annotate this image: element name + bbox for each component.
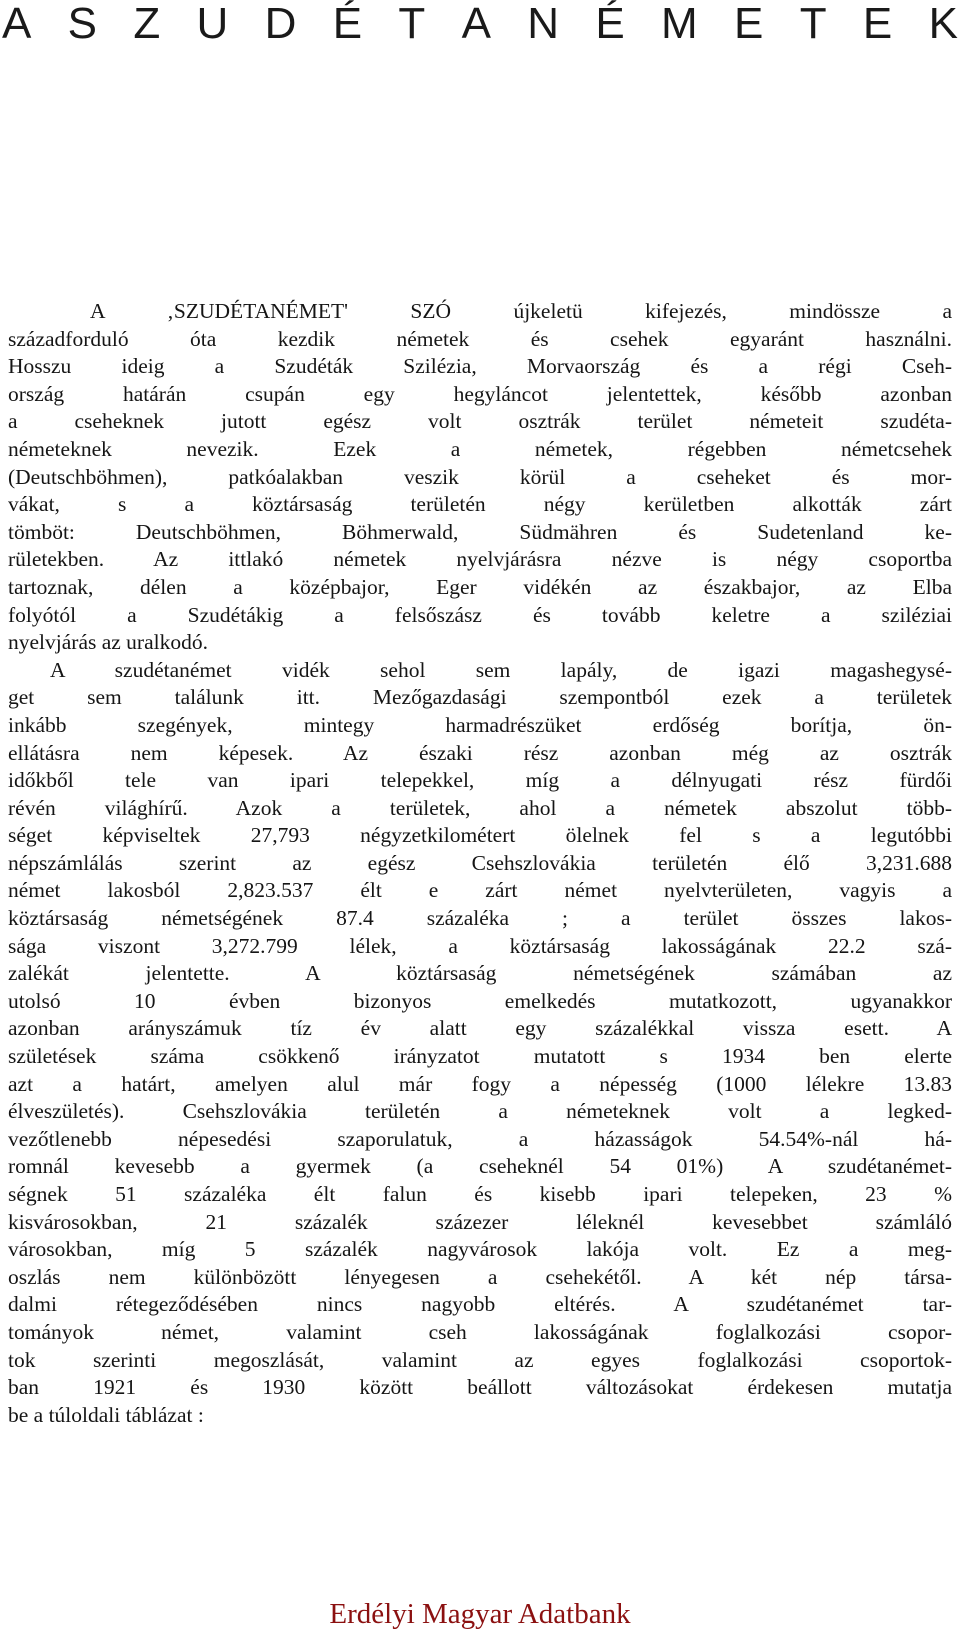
text-line: azt a határt, amelyen alul már fogy a népesség (1000 lélekre 13.83 (8, 1071, 952, 1096)
article-body (8, 298, 952, 1429)
header-letter: A (461, 0, 491, 48)
text-line: oszlás nem különbözött lényegesen a csehekétől. A két nép társa- (8, 1264, 952, 1289)
text-line: A szudétanémet vidék sehol sem lapály, de igazi magashegysé- (50, 657, 952, 682)
text-line: tömböt: Deutschböhmen, Böhmerwald, Südmähren és Sudetenland ke- (8, 519, 952, 544)
text-line: vákat, s a köztársaság területén négy kerületben alkották zárt (8, 492, 952, 517)
text-line: születések száma csökkenő irányzatot mutatott s 1934 ben elerte (8, 1044, 952, 1069)
text-line: tományok német, valamint cseh lakosságának foglalkozási csopor- (8, 1319, 952, 1344)
text-line: ellátásra nem képesek. Az északi rész azonban még az osztrák (8, 740, 952, 765)
text-line: nyelvjárás az uralkodó. (8, 630, 208, 655)
text-line: azonban arányszámuk tíz év alatt egy százalékkal vissza esett. A (8, 1016, 952, 1041)
text-line: inkább szegények, mintegy harmadrészüket erdőség borítja, ön- (8, 712, 952, 737)
text-line: utolsó 10 évben bizonyos emelkedés mutatkozott, ugyanakkor (8, 988, 952, 1013)
header-letter: T (799, 0, 827, 48)
text-line: folyótól a Szudétákig a felsőszász és tovább keletre a sziléziai (8, 602, 952, 627)
text-line: séget képviseltek 27,793 négyzetkilométert ölelnek fel s a legutóbbi (8, 823, 952, 848)
header-letter: E (734, 0, 764, 48)
header-letter: É (332, 0, 363, 48)
text-line: ban 1921 és 1930 között beállott változásokat érdekesen mutatja (8, 1375, 952, 1400)
text-line: rületekben. Az ittlakó németek nyelvjárásra nézve is négy csoportba (8, 547, 952, 572)
text-line: századforduló óta kezdik németek és csehek egyaránt használni. (8, 326, 952, 351)
text-line: Hosszu ideig a Szudéták Szilézia, Morvaország és a régi Cseh- (8, 354, 952, 379)
text-line: révén világhírű. Azok a területek, ahol a németek abszolut több- (8, 795, 952, 820)
header-letter: U (196, 0, 229, 48)
text-line: időkből tele van ipari telepekkel, míg a délnyugati rész fürdői (8, 768, 952, 793)
text-line: get sem találunk itt. Mezőgazdasági szempontból ezek a területek (8, 685, 952, 710)
text-line: tok szerinti megoszlását, valamint az egyes foglalkozási csoportok- (8, 1347, 952, 1372)
text-line: be a túloldali táblázat : (8, 1402, 204, 1427)
text-line: zalékát jelentette. A köztársaság németségének számában az (8, 961, 952, 986)
text-line: A ‚SZUDÉTANÉMET' SZÓ újkeletü kifejezés, mindössze a (90, 299, 952, 323)
header-letter: K (928, 0, 958, 48)
text-line: kisvárosokban, 21 százalék százezer léleknél kevesebbet számláló (8, 1209, 952, 1234)
header-letter: N (527, 0, 560, 48)
header-letter: D (264, 0, 297, 48)
text-line: német lakosból 2,823.537 élt e zárt német nyelvterületen, vagyis a (8, 878, 952, 903)
header-letter: S (67, 0, 98, 48)
text-line: ország határán csupán egy hegyláncot jelentettek, később azonban (8, 381, 952, 406)
footer-watermark: Erdélyi Magyar Adatbank (329, 1598, 631, 1630)
header-letter: E (862, 0, 893, 48)
header-letter: Z (133, 0, 161, 48)
text-line: köztársaság németségének 87.4 százaléka ; a terület összes lakos- (8, 906, 952, 931)
text-line: a cseheknek jutott egész volt osztrák terület németeit szudéta- (8, 409, 952, 434)
text-line: (Deutschböhmen), patkóalakban veszik körül a cseheket és mor- (8, 464, 952, 489)
text-line: városokban, míg 5 százalék nagyvárosok lakója volt. Ez a meg- (8, 1237, 952, 1262)
text-line: vezőtlenebb népesedési szaporulatuk, a házasságok 54.54%-nál há- (8, 1126, 952, 1151)
text-line: romnál kevesebb a gyermek (a cseheknél 54 01%) A szudétanémet- (8, 1154, 952, 1179)
text-line: dalmi rétegeződésében nincs nagyobb eltérés. A szudétanémet tar- (8, 1292, 952, 1317)
header-letter: T (398, 0, 426, 48)
text-line: népszámlálás szerint az egész Csehszlovákia területén élő 3,231.688 (8, 850, 952, 875)
text-line: sága viszont 3,272.799 lélek, a köztársaság lakosságának 22.2 szá- (8, 933, 952, 958)
header-letter: É (595, 0, 625, 48)
header-letter: M (661, 0, 698, 48)
header-letter: A (2, 0, 32, 48)
text-line: élveszületés). Csehszlovákia területén a németeknek volt a legked- (8, 1099, 952, 1124)
text-line: németeknek nevezik. Ezek a németek, régebben németcsehek (8, 436, 952, 461)
page-header (0, 0, 960, 56)
text-line: ségnek 51 százaléka élt falun és kisebb ipari telepeken, 23 % (8, 1182, 952, 1206)
text-line: tartoznak, délen a középbajor, Eger vidékén az északbajor, az Elba (8, 574, 952, 599)
